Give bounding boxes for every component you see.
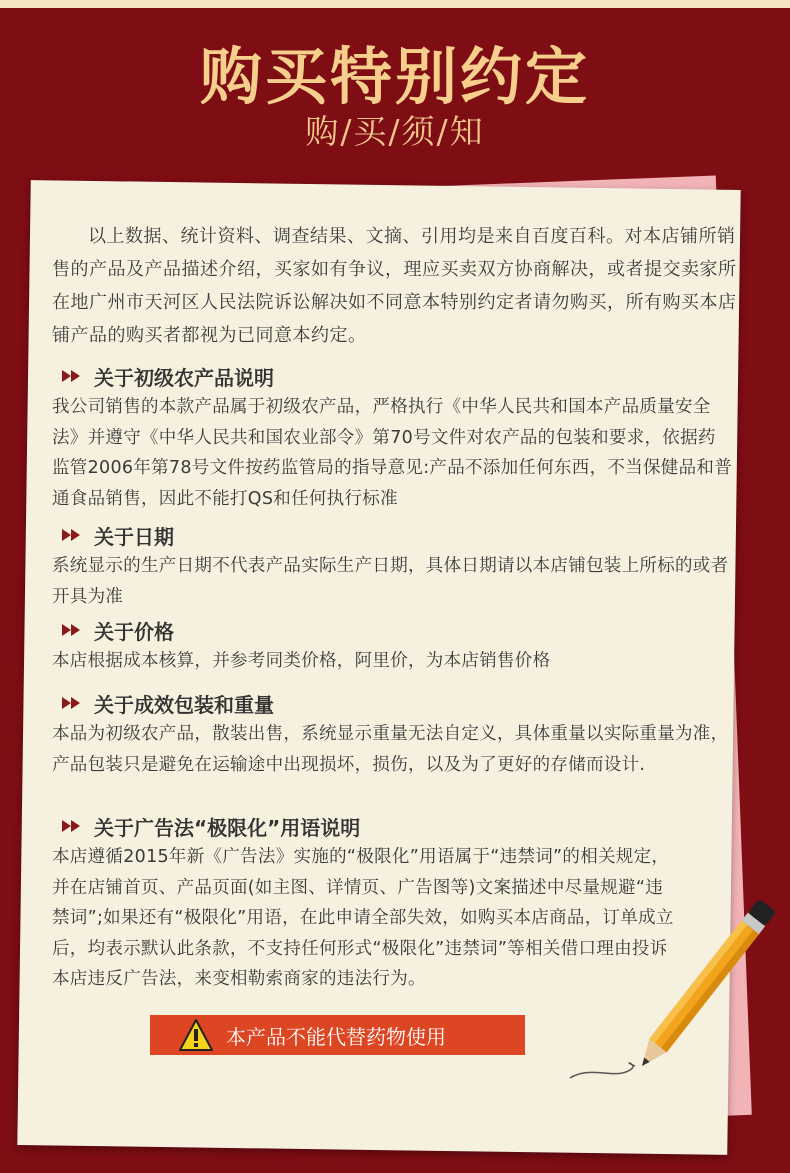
double-arrow-icon: [62, 370, 84, 382]
top-strip: [0, 0, 790, 8]
section-price: [52, 614, 732, 677]
section-body: 本店根据成本核算，并参考同类价格，阿里价，为本店销售价格: [52, 651, 551, 671]
section-packaging-weight: [52, 687, 732, 780]
intro-paragraph: 以上数据、统计资料、调查结果、文摘、引用均是来自百度百科。对本店铺所销售的产品及产品描述介绍，买家如有争议，理应买卖双方协商解决，或者提交卖家所在地广州市天河区人民法院诉讼解决如不同意本特别约定者请勿购买，所有购买本店铺产品的购买者都视为已同意本约定。: [52, 226, 737, 346]
section-heading: 关于成效包装和重量: [94, 692, 274, 717]
double-arrow-icon: [62, 820, 84, 832]
section-primary-products: [52, 360, 732, 514]
section-body: 本店遵循2015年新《广告法》实施的“极限化”用语属于“违禁词”的相关规定，并在店铺首页、产品页面(如主图、详情页、广告图等)文案描述中尽量规避“违禁词”;如果还有“极限化”用语，在此申请全部失效，如购买本店商品，订单成立后，均表示默认此条款，不支持任何形式“极限化”违禁词”等相关借口理由投诉本店违反广告法，来变相勒索商家的违法行为。: [52, 847, 674, 989]
section-body: 系统显示的生产日期不代表产品实际生产日期，具体日期请以本店铺包装上所标的或者开具为准: [52, 556, 729, 607]
section-heading: 关于广告法“极限化”用语说明: [94, 815, 361, 840]
double-arrow-icon: [62, 529, 84, 541]
section-heading: 关于价格: [94, 619, 174, 644]
section-body: 我公司销售的本款产品属于初级农产品，严格执行《中华人民共和国本产品质量安全法》并遵守《中华人民共和国农业部令》第70号文件对农产品的包装和要求，依据药监管2006年第78号文件按药监管局的指导意见:产品不添加任何东西，不当保健品和普通食品销售，因此不能打QS和任何执行标准: [52, 397, 732, 509]
warning-icon: [178, 1018, 214, 1052]
section-heading: 关于初级农产品说明: [94, 365, 274, 390]
warning-banner: [150, 1015, 525, 1055]
page-title: 购买特别约定: [199, 40, 590, 113]
double-arrow-icon: [62, 697, 84, 709]
page-subtitle: 购/买/须/知: [305, 112, 485, 151]
double-arrow-icon: [62, 624, 84, 636]
intro-block: [52, 220, 742, 352]
section-heading: 关于日期: [94, 524, 174, 549]
pencil-icon: [560, 880, 790, 1100]
section-date: [52, 519, 732, 612]
warning-text: 本产品不能代替药物使用: [226, 1024, 446, 1049]
section-body: 本品为初级农产品，散装出售，系统显示重量无法自定义，具体重量以实际重量为准，产品包装只是避免在运输途中出现损坏，损伤，以及为了更好的存储而设计.: [52, 724, 729, 775]
